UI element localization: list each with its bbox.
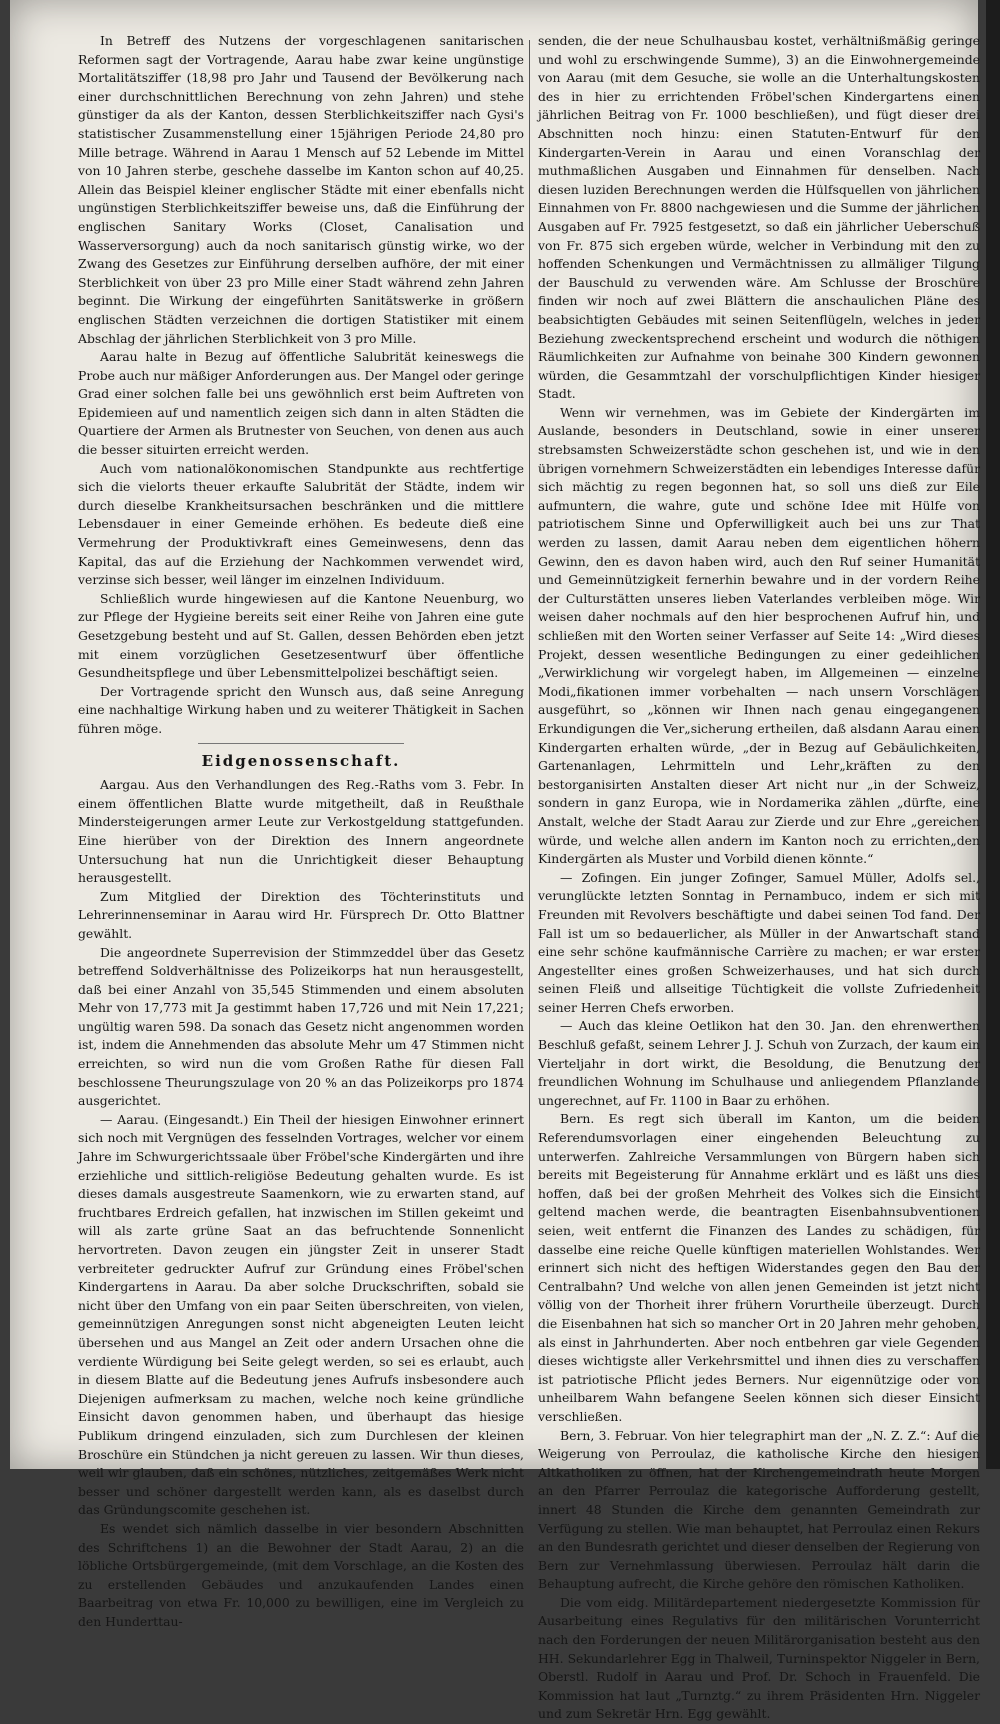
paragraph: — Aarau. (Eingesandt.) Ein Theil der hiesigen Einwohner erinnert sich noch mit Vergnügen des fesselnden Vortrages, welcher vor einem Jahre im Schwurgerichtssaale über Fröbel'sche Kindergärten und ihre erziehliche und sittlich-religiöse Bedeutung gehalten wurde. Es ist dieses damals ausgestreute Saamenkorn, wie zu erwarten stand, auf fruchtbares Erdreich gefallen, hat inzwischen im Stillen gekeimt und will als zarte grüne Saat an das befruchtende Sonnenlicht hervortreten. Davon zeugen ein jüngster Zeit in unserer Stadt verbreiteter gedruckter Aufruf zur Gründung eines Fröbel'schen Kindergartens in Aarau. Da aber solche Druckschriften, sobald sie nicht über den Umfang von ein paar Seiten überschreiten, von vielen, gemeinnützigen Anregungen sonst nicht abgeneigten Leuten leicht übersehen und aus Mangel an Zeit oder andern Ursachen ohne die verdiente Würdigung bei Seite gelegt werden, so sei es erlaubt, auch in diesem Blatte auf die Bedeutung jenes Aufrufs insbesondere auch Diejenigen aufmerksam zu machen, welche noch keine gründliche Einsicht davon genommen haben, und überhaupt das hiesige Publikum dringend einzuladen, sich zum Durchlesen der kleinen Broschüre ein Stündchen ja nicht gereuen zu lassen. Wir thun dieses, weil wir glauben, daß ein schönes, nützliches, zeitgemäßes Werk nicht besser und schöner dargestellt werden kann, als es daselbst durch das Gründungscomite geschehen ist. [78,1111,524,1518]
paragraph: Die angeordnete Superrevision der Stimmzeddel über das Gesetz betreffend Soldverhältnisse des Polizeikorps hat nun herausgestellt, daß bei einer Anzahl von 35,545 Stimmenden und einem absoluten Mehr von 17,773 mit Ja gestimmt haben 17,726 und mit Nein 17,221; ungültig waren 598. Da sonach das Gesetz nicht angenommen worden ist, indem die Annehmenden das absolute Mehr um 47 Stimmen nicht erreichten, so wird nun die vom Großen Rathe für diesen Fall beschlossene Theurungszulage von 20 % an das Polizeikorps pro 1874 ausgerichtet. [78,944,524,1109]
paragraph: Es wendet sich nämlich dasselbe in vier besondern Abschnitten des Schriftchens 1) an die Bewohner der Stadt Aarau, 2) an die löbliche Ortsbürgergemeinde, (mit dem Vorschlage, an die Kosten des zu erstellenden Gebäudes und anzukaufenden Landes einen Baarbeitrag von etwa Fr. 10,000 zu bewilligen, eine im Vergleich zu den Hunderttau- [78,1520,524,1629]
paragraph: Wenn wir vernehmen, was im Gebiete der Kindergärten im Auslande, besonders in Deutschland, sowie in einer unserer strebsamsten Schweizerstädte schon geschehen ist, und wie in den übrigen vornehmern Schweizerstädten ein lebendiges Interesse dafür sich mächtig zu regen begonnen hat, so soll uns dieß zur Eile aufmuntern, die wahre, gute und schöne Idee mit Hülfe von patriotischem Sinne und Opferwilligkeit auch bei uns zur That werden zu lassen, damit Aarau neben dem eigentlichen höhern Gewinn, den es davon haben wird, auch den Ruf seiner Humanität und Gemeinnützigkeit fernerhin bewahre und in der vordern Reihe der Culturstätten unseres lieben Vaterlandes verbleiben möge. Wir weisen daher nochmals auf den hier besprochenen Aufruf hin, und schließen mit den Worten seiner Verfasser auf Seite 14: „Wird dieses Projekt, dessen wesentliche Bedingungen zu einer gedeihlichen „Verwirklichung wir vorgelegt haben, im Allgemeinen — einzelne Modi„fikationen immer vorbehalten — nach unsern Vorschlägen ausgeführt, so „können wir Ihnen nach genau eingegangenen Erkundigungen die Ver„sicherung ertheilen, daß alsdann Aarau einen Kindergarten erhalten würde, „der in Bezug auf Gebäulichkeiten, Gartenanlagen, Lehrmitteln und Lehr„kräften zu den bestorganisirten Anstalten dieser Art nicht nur „in der Schweiz, sondern in ganz Europa, wie in Nordamerika zählen „dürfte, eine Anstalt, welche der Stadt Aarau zur Zierde und zur Ehre „gereichen würde, und welche allen andern im Kanton noch zu errichten„den Kindergärten als Muster und Vorbild dienen könnte.“ [538,404,980,867]
paragraph: In Betreff des Nutzens der vorgeschlagenen sanitarischen Reformen sagt der Vortragende, Aarau habe zwar keine ungünstige Mortalitätsziffer (18,98 pro Jahr und Tausend der Bevölkerung nach einer durchschnittlichen Berechnung von zehn Jahren) und stehe günstiger da als der Kanton, dessen Sterblichkeitsziffer nach Gysi's statistischer Zusammenstellung einer 15jährigen Periode 24,80 pro Mille betrage. Während in Aarau 1 Mensch auf 52 Lebende im Mittel von 10 Jahren sterbe, geschehe dasselbe im Kanton schon auf 40,25. Allein das Beispiel kleiner englischer Städte mit einer ebenfalls nicht ungünstigen Sterblichkeitsziffer beweise uns, daß die Einführung der englischen Sanitary Works (Closet, Canalisation und Wasserversorgung) auch da noch sanitarisch günstig wirke, wo der Zwang des Gesetzes zur Einführung derselben aufhöre, der mit einer Sterblichkeit von über 23 pro Mille einer Stadt während zehn Jahren beginnt. Die Wirkung der eingeführten Sanitätswerke in größern englischen Städten verzeichnen die dortigen Statistiker mit einem Abschlag der jährlichen Sterblichkeit von 3 pro Mille. [78,33,524,346]
paragraph: — Zofingen. Ein junger Zofinger, Samuel Müller, Adolfs sel., verunglückte letzten Sonntag in Pernambuco, indem er sich mit Freunden mit Revolvers beschäftigte und dabei seinen Tod fand. Der Fall ist um so bedauerlicher, als Müller in der Anwartschaft stand eine sehr schöne kaufmännische Carrière zu machen; er war erster Angestellter eines großen Schweizerhauses, und hat sich durch seinen Fleiß und allseitige Tüchtigkeit die vollste Zufriedenheit seiner Herren Chefs erworben. [538,869,980,1015]
paragraph: Auch vom nationalökonomischen Standpunkte aus rechtfertige sich die vielorts theuer erkaufte Salubrität der Städte, indem wir durch dieselbe Krankheitsursachen beschränken und die mittlere Lebensdauer in einer Gemeinde erhöhen. Es bedeute dieß eine Vermehrung der Produktivkraft eines Gemeinwesens, denn das Kapital, das auf die Erziehung der Nachkommen verwendet wird, verzinse sich besser, weil länger im einzelnen Individuum. [78,460,524,588]
column-divider [529,40,530,1370]
left-column [78,32,524,1631]
section-heading: Eidgenossenschaft. [201,751,401,770]
paragraph: Bern, 3. Februar. Von hier telegraphirt man der „N. Z. Z.“: Auf die Weigerung von Perroulaz, die katholische Kirche den hiesigen Altkatholiken zu öffnen, hat der Kirchengemeindrath heute Morgen an den Pfarrer Perroulaz die kategorische Aufforderung gestellt, innert 48 Stunden die Kirche dem genannten Gemeindrath zur Verfügung zu stellen. Wie man behauptet, hat Perroulaz einen Rekurs an den Bundesrath gerichtet und dieser denselben der Regierung von Bern zur Vernehmlassung überwiesen. Perroulaz hält darin die Behauptung aufrecht, die Kirche gehöre den römischen Katholiken. [538,1427,980,1592]
paragraph: Aarau halte in Bezug auf öffentliche Salubrität keineswegs die Probe auch nur mäßiger Anforderungen aus. Der Mangel oder geringe Grad einer solchen falle bei uns gewöhnlich erst beim Auftreten von Epidemieen auf und namentlich zeigen sich dann in alten Städten die Quartiere der Armen als Brutnester von Seuchen, von denen aus auch die besser situirten erreicht werden. [78,349,524,458]
paragraph: Zum Mitglied der Direktion des Töchterinstituts und Lehrerinnenseminar in Aarau wird Hr. Fürsprech Dr. Otto Blattner gewählt. [78,888,524,941]
paragraph: Aargau. Aus den Verhandlungen des Reg.-Raths vom 3. Febr. In einem öffentlichen Blatte wurde mitgetheilt, daß in Reußthale Mindersteigerungen armer Leute zur Verkostgeldung stattgefunden. Eine hierüber von der Direktion des Innern angeordnete Untersuchung hat nun die Unrichtigkeit dieser Behauptung herausgestellt. [78,777,524,886]
right-column [538,32,980,1724]
paragraph: senden, die der neue Schulhausbau kostet, verhältnißmäßig geringe und wohl zu erschwingende Summe), 3) an die Einwohnergemeinde von Aarau (mit dem Gesuche, sie wolle an die Unterhaltungskosten des in hier zu errichtenden Fröbel'schen Kindergartens einen jährlichen Beitrag von Fr. 1000 beschließen), und fügt dieser drei Abschnitten noch hinzu: einen Statuten-Entwurf für den Kindergarten-Verein in Aarau und einen Voranschlag der muthmaßlichen Ausgaben und Einnahmen für denselben. Nach diesen luziden Berechnungen werden die Hülfsquellen von jährlichen Einnahmen von Fr. 8800 nachgewiesen und die Summe der jährlichen Ausgaben auf Fr. 7925 festgesetzt, so daß ein jährlicher Ueberschuß von Fr. 875 sich ergeben würde, welcher in Verbindung mit den zu hoffenden Schenkungen und Vermächtnissen zu allmäliger Tilgung der Bauschuld zu verwenden wäre. Am Schlusse der Broschüre finden wir noch auf zwei Blättern die anschaulichen Pläne des beabsichtigten Gebäudes mit seinen Seitenflügeln, welches in jeder Beziehung zweckentsprechend erscheint und wodurch die nöthigen Räumlichkeiten zur Aufnahme von beinahe 300 Kindern gewonnen würden, die Gesammtzahl der vorschulpflichtigen Kinder hiesiger Stadt. [538,33,980,402]
paragraph: Schließlich wurde hingewiesen auf die Kantone Neuenburg, wo zur Pflege der Hygieine bereits seit einer Reihe von Jahren eine gute Gesetzgebung besteht und auf St. Gallen, dessen Behörden eben jetzt mit einem vorzüglichen Gesetzesentwurf über öffentliche Gesundheitspflege und über Lebensmittelpolizei beschäftigt seien. [78,590,524,681]
paragraph: — Auch das kleine Oetlikon hat den 30. Jan. den ehrenwerthen Beschluß gefaßt, seinem Lehrer J. J. Schuh von Zurzach, der kaum ein Vierteljahr in dort wirkt, die Besoldung, die Benutzung der freundlichen Wohnung im Schulhause und anliegendem Pflanzlande ungerechnet, auf Fr. 1100 in Baar zu erhöhen. [538,1018,980,1108]
paragraph: Die vom eidg. Militärdepartement niedergesetzte Kommission für Ausarbeitung eines Regulativs für den militärischen Vorunterricht nach den Forderungen der neuen Militärorganisation besteht aus den HH. Sekundarlehrer Egg in Thalweil, Turninspektor Niggeler in Bern, Oberstl. Rudolf in Aarau und Prof. Dr. Schoch in Frauenfeld. Die Kommission hat laut „Turnztg.“ zu ihrem Präsidenten Hrn. Niggeler und zum Sekretär Hrn. Egg gewählt. [538,1594,980,1722]
paragraph: Der Vortragende spricht den Wunsch aus, daß seine Anregung eine nachhaltige Wirkung haben und zu weiterer Thätigkeit in Sachen führen möge. [78,683,524,736]
paragraph: Bern. Es regt sich überall im Kanton, um die beiden Referendumsvorlagen einer eingehenden Beleuchtung zu unterwerfen. Zahlreiche Versammlungen von Bürgern haben sich bereits mit Begeisterung für Annahme erklärt und es läßt uns dies hoffen, daß bei der großen Mehrheit des Volkes sich die Einsicht geltend machen werde, die beantragten Eisenbahnsubventionen seien, weit entfernt die Finanzen des Landes zu schädigen, für dasselbe eine reiche Quelle künftigen materiellen Wohlstandes. Wer erinnert sich nicht des heftigen Widerstandes gegen den Bau der Centralbahn? Und welche von allen jenen Gemeinden ist jetzt nicht völlig von der Thorheit ihrer frühern Vorurtheile überzeugt. Durch die Eisenbahnen hat sich so mancher Ort in 20 Jahren mehr gehoben, als einst in Jahrhunderten. Aber noch entbehren gar viele Gegenden dieses wichtigste aller Verkehrsmittel und ihnen dies zu verschaffen ist patriotische Pflicht jedes Berners. Nur eigennützige oder von unheilbarem Wahn befangene Seelen können sich dieser Einsicht verschließen. [538,1111,980,1424]
scan-edge [986,0,1000,1469]
section-divider [198,743,404,744]
newspaper-page [10,0,980,1722]
